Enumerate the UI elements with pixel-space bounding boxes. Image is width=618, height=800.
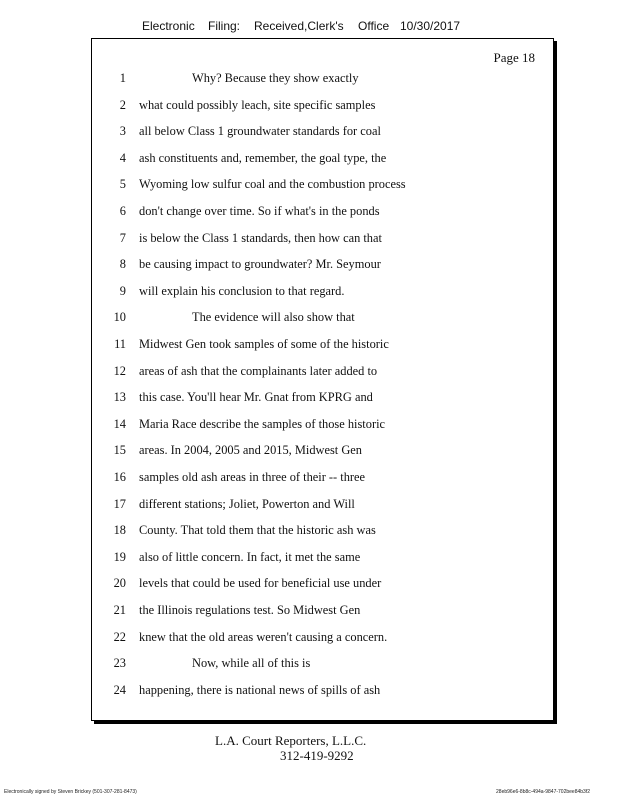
line-text: different stations; Joliet, Powerton and Will	[139, 496, 355, 511]
line-number: 2	[119, 97, 126, 112]
line-number: 7	[119, 230, 126, 245]
header-filing: Filing:	[208, 19, 241, 33]
line-text: Midwest Gen took samples of some of the historic	[139, 337, 389, 351]
line-number: 21	[113, 603, 126, 617]
line-number: 6	[119, 204, 126, 218]
line-number: 12	[113, 363, 126, 378]
line-text: also of little concern. In fact, it met the same	[139, 549, 361, 564]
line-number: 1	[119, 71, 126, 85]
line-text: areas. In 2004, 2005 and 2015, Midwest Gen	[139, 443, 362, 458]
line-text: Why? Because they show exactly	[192, 71, 359, 85]
line-text: areas of ash that the complainants later added to	[139, 363, 378, 378]
line-text: The evidence will also show that	[192, 310, 355, 325]
header-received: Received,Clerk's	[254, 19, 344, 33]
line-text: will explain his conclusion to that regard.	[139, 283, 345, 298]
header-date: 10/30/2017	[400, 19, 461, 33]
line-number: 13	[113, 390, 126, 405]
line-text: Maria Race describe the samples of those historic	[139, 416, 386, 431]
line-number: 23	[113, 656, 126, 671]
line-number: 9	[119, 283, 126, 298]
footer-phone: 312-419-9292	[280, 748, 354, 763]
line-number: 15	[113, 443, 126, 458]
line-text: County. That told them that the historic ash was	[139, 523, 376, 538]
line-text: Now, while all of this is	[192, 656, 311, 671]
line-number: 19	[113, 549, 126, 564]
line-text: don't change over time. So if what's in the ponds	[139, 204, 380, 218]
electronic-signature: Electronically signed by Steven Brickey (501-307-281-8473)	[4, 789, 137, 795]
line-text: what could possibly leach, site specific samples	[139, 97, 376, 112]
page-number: Page 18	[493, 50, 535, 65]
line-number: 24	[113, 682, 126, 697]
line-number: 3	[119, 124, 126, 139]
header-office: Office	[358, 19, 390, 33]
line-number: 22	[113, 629, 126, 644]
header-electronic: Electronic	[142, 19, 195, 33]
footer-company: L.A. Court Reporters, L.L.C.	[215, 733, 367, 748]
line-text: samples old ash areas in three of their -- three	[139, 470, 366, 484]
line-text: levels that could be used for beneficial use under	[139, 576, 382, 591]
line-number: 20	[113, 576, 126, 591]
line-number: 14	[113, 416, 126, 431]
line-number: 8	[119, 257, 126, 272]
line-text: all below Class 1 groundwater standards for coal	[139, 124, 381, 139]
line-text: happening, there is national news of spills of ash	[139, 682, 381, 697]
line-number: 10	[113, 310, 126, 325]
line-text: knew that the old areas weren't causing a concern.	[139, 629, 388, 644]
line-text: Wyoming low sulfur coal and the combustion process	[139, 177, 406, 192]
line-text: is below the Class 1 standards, then how can that	[139, 230, 382, 245]
line-text: the Illinois regulations test. So Midwest Gen	[139, 603, 361, 617]
line-number: 4	[119, 150, 126, 165]
line-number: 11	[114, 337, 126, 351]
filing-header	[142, 19, 482, 35]
line-number: 5	[119, 177, 126, 192]
line-text: this case. You'll hear Mr. Gnat from KPRG and	[139, 390, 373, 405]
line-text: be causing impact to groundwater? Mr. Seymour	[139, 257, 381, 272]
line-text: ash constituents and, remember, the goal type, the	[139, 150, 387, 165]
line-number: 17	[113, 496, 126, 511]
line-number: 16	[113, 470, 126, 484]
line-number: 18	[113, 523, 126, 538]
document-hash: 28eb96e6-8b8c-494a-9847-702bee84b3f2	[496, 789, 590, 795]
transcript-page	[91, 38, 554, 721]
